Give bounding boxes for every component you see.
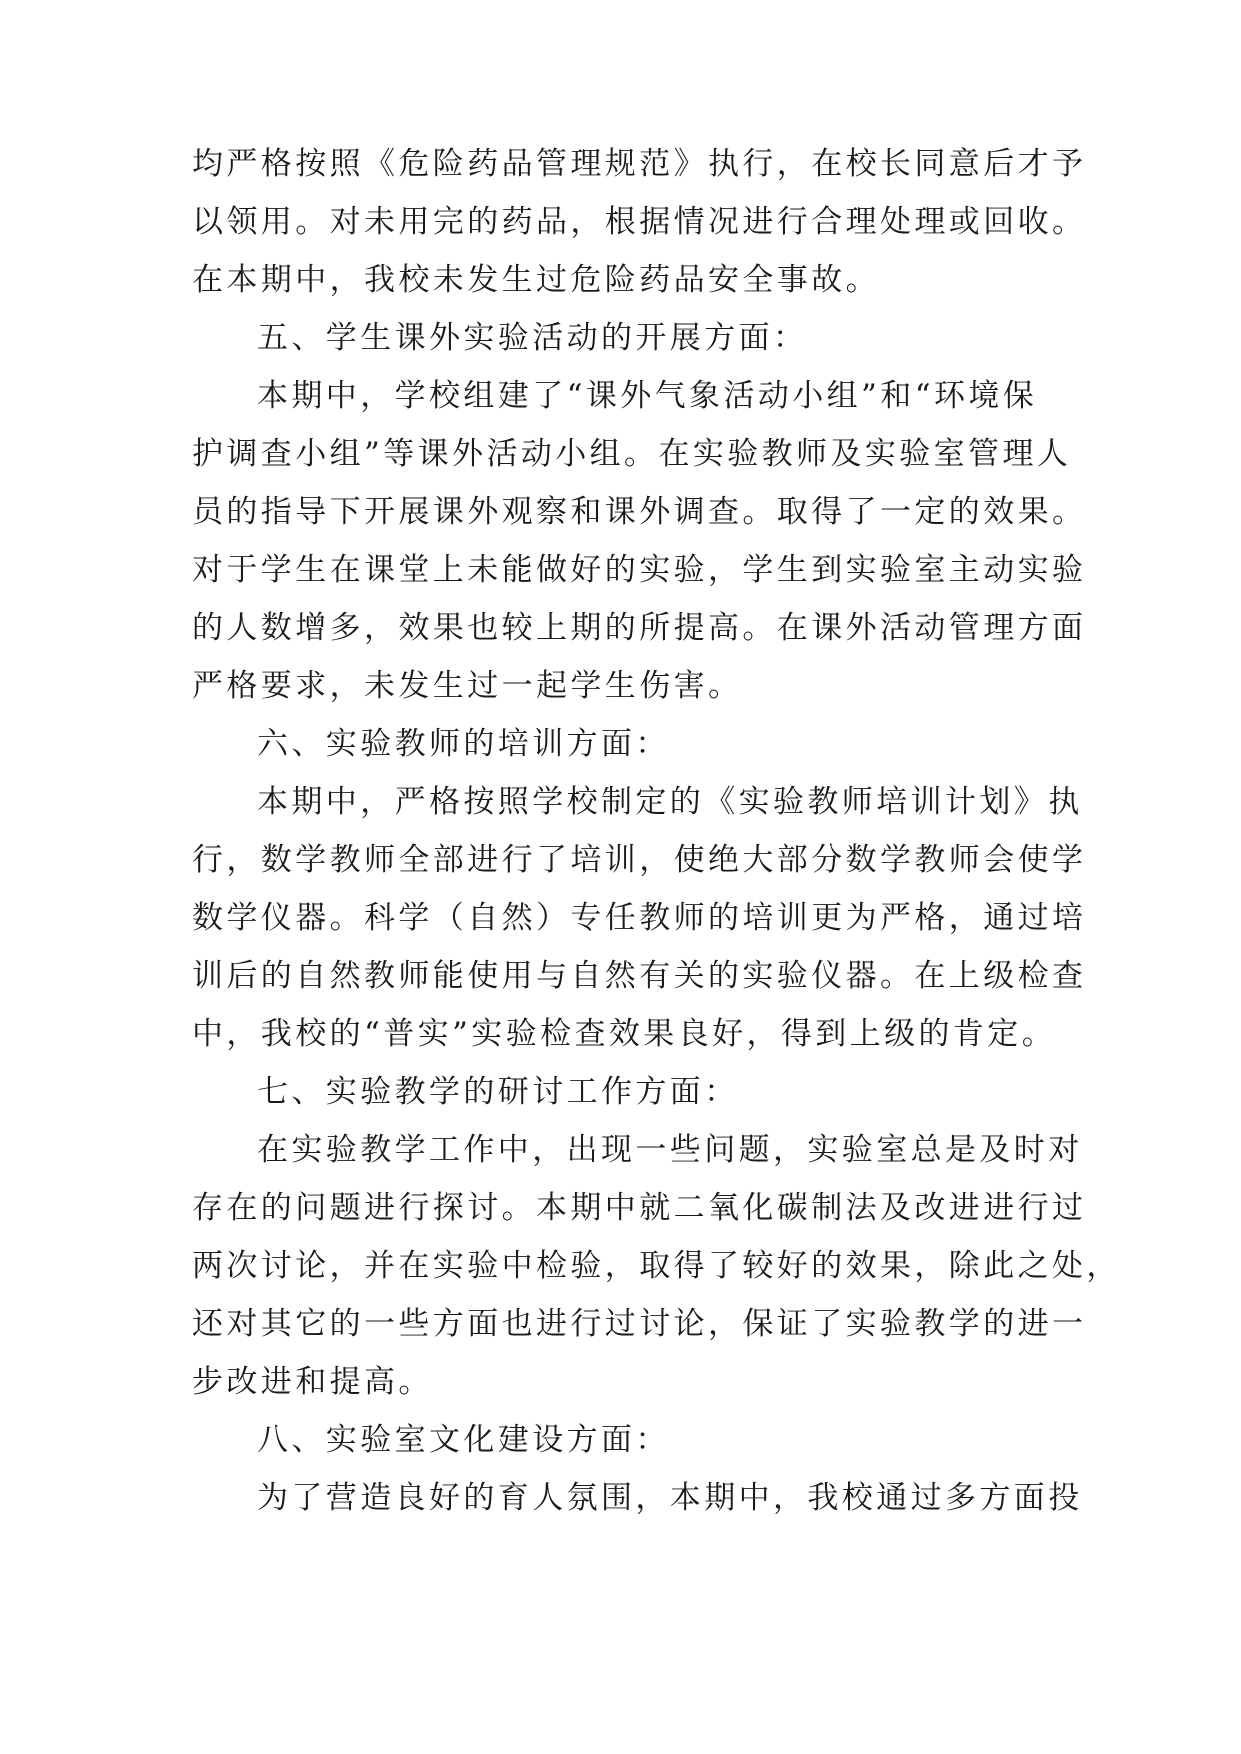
section-heading: 六、实验教师的培训方面： xyxy=(257,726,670,762)
section-heading: 八、实验室文化建设方面： xyxy=(257,1422,670,1458)
text-line: 还对其它的一些方面也进行过讨论，保证了实验教学的进一 xyxy=(192,1306,1087,1342)
text-line: 护调查小组”等课外活动小组。在实验教师及实验室管理人 xyxy=(192,436,1072,472)
text-line: 的人数增多，效果也较上期的所提高。在课外活动管理方面 xyxy=(192,610,1087,646)
text-line: 数学仪器。科学（自然）专任教师的培训更为严格，通过培 xyxy=(192,900,1087,936)
text-line: 中，我校的“普实”实验检查效果良好，得到上级的肯定。 xyxy=(192,1016,1057,1052)
text-line: 在本期中，我校未发生过危险药品安全事故。 xyxy=(192,262,880,298)
text-line: 员的指导下开展课外观察和课外调查。取得了一定的效果。 xyxy=(192,494,1087,530)
text-line: 在实验教学工作中，出现一些问题，实验室总是及时对 xyxy=(257,1132,1083,1168)
text-line: 两次讨论，并在实验中检验，取得了较好的效果，除此之处， xyxy=(192,1248,1121,1284)
section-heading: 五、学生课外实验活动的开展方面： xyxy=(257,320,808,356)
text-line: 行，数学教师全部进行了培训，使绝大部分数学教师会使学 xyxy=(192,842,1087,878)
section-heading: 七、实验教学的研讨工作方面： xyxy=(257,1074,739,1110)
text-line: 本期中，严格按照学校制定的《实验教师培训计划》执 xyxy=(257,784,1083,820)
text-line: 为了营造良好的育人氛围，本期中，我校通过多方面投 xyxy=(257,1480,1083,1516)
text-line: 均严格按照《危险药品管理规范》执行，在校长同意后才予 xyxy=(192,146,1087,182)
text-line: 以领用。对未用完的药品，根据情况进行合理处理或回收。 xyxy=(192,204,1087,240)
text-line: 本期中，学校组建了“课外气象活动小组”和“环境保 xyxy=(257,378,1038,414)
text-line: 对于学生在课堂上未能做好的实验，学生到实验室主动实验 xyxy=(192,552,1087,588)
text-line: 存在的问题进行探讨。本期中就二氧化碳制法及改进进行过 xyxy=(192,1190,1087,1226)
text-line: 训后的自然教师能使用与自然有关的实验仪器。在上级检查 xyxy=(192,958,1087,994)
text-line: 步改进和提高。 xyxy=(192,1364,433,1400)
text-line: 严格要求，未发生过一起学生伤害。 xyxy=(192,668,743,704)
